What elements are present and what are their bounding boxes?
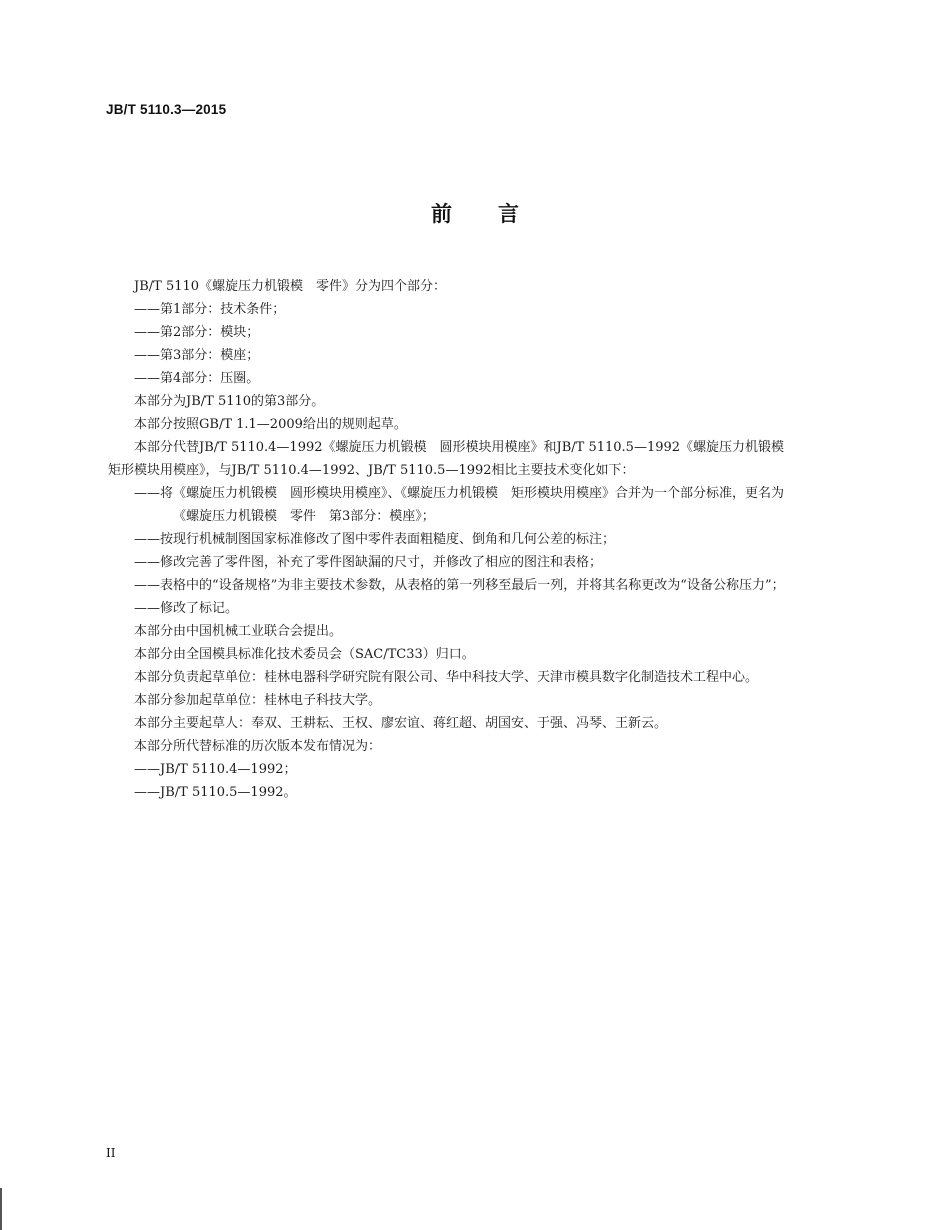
paragraph-previous-editions: 本部分所代替标准的历次版本发布情况为：: [134, 739, 382, 754]
list-item-part-4: ——第4部分：压圈。: [134, 371, 260, 386]
paragraph-drafters: 本部分主要起草人：奉双、王耕耘、王权、廖宏谊、蒋红超、胡国安、于强、冯琴、王新云。: [134, 716, 668, 731]
paragraph-replaces: 本部分代替JB/T 5110.4—1992《螺旋压力机锻模 圆形模块用模座》和JB/T 5110.5—1992《螺旋压力机锻模 矩形模块用模座》，与JB/T 5110.4—1992、JB/T 5110.5—1992相比主要技术变化如下：: [108, 440, 798, 478]
page-title: 前言: [431, 202, 565, 226]
paragraph-parts-intro: JB/T 5110《螺旋压力机锻模 零件》分为四个部分：: [134, 279, 447, 294]
list-item-change-marking: ——修改了标记。: [134, 601, 239, 616]
list-item-change-roughness: ——按现行机械制图国家标准修改了图中零件表面粗糙度、倒角和几何公差的标注；: [134, 532, 616, 547]
scan-edge-mark: [0, 1188, 2, 1230]
page-number: II: [106, 1146, 116, 1160]
foreword-body: [108, 275, 798, 804]
list-item-part-2: ——第2部分：模块；: [134, 325, 260, 340]
standard-number: JB/T 5110.3—2015: [106, 102, 227, 117]
list-item-part-3: ——第3部分：模座；: [134, 348, 260, 363]
paragraph-centralized-by: 本部分由全国模具标准化技术委员会（SAC/TC33）归口。: [134, 647, 475, 662]
list-item-change-table: ——表格中的“设备规格”为非主要技术参数，从表格的第一列移至最后一列，并将其名称更改为“设备公称压力”；: [134, 578, 785, 593]
paragraph-this-part: 本部分为JB/T 5110的第3部分。: [134, 394, 325, 409]
list-item-change-drawings: ——修改完善了零件图，补充了零件图缺漏的尺寸，并修改了相应的图注和表格；: [134, 555, 603, 570]
list-item-edition-2: ——JB/T 5110.5—1992。: [134, 785, 297, 800]
list-item-change-merge: ——将《螺旋压力机锻模 圆形模块用模座》、《螺旋压力机锻模 矩形模块用模座》合并为一个部分标准，更名为《螺旋压力机锻模 零件 第3部分：模座》；: [134, 486, 785, 524]
paragraph-proposed-by: 本部分由中国机械工业联合会提出。: [134, 624, 343, 639]
list-item-part-1: ——第1部分：技术条件；: [134, 302, 286, 317]
paragraph-drafting-rules: 本部分按照GB/T 1.1—2009给出的规则起草。: [134, 417, 407, 432]
paragraph-drafting-units: 本部分负责起草单位：桂林电器科学研究院有限公司、华中科技大学、天津市模具数字化制造技术工程中心。: [134, 670, 759, 685]
paragraph-participating-units: 本部分参加起草单位：桂林电子科技大学。: [134, 693, 382, 708]
list-item-edition-1: ——JB/T 5110.4—1992；: [134, 762, 297, 777]
